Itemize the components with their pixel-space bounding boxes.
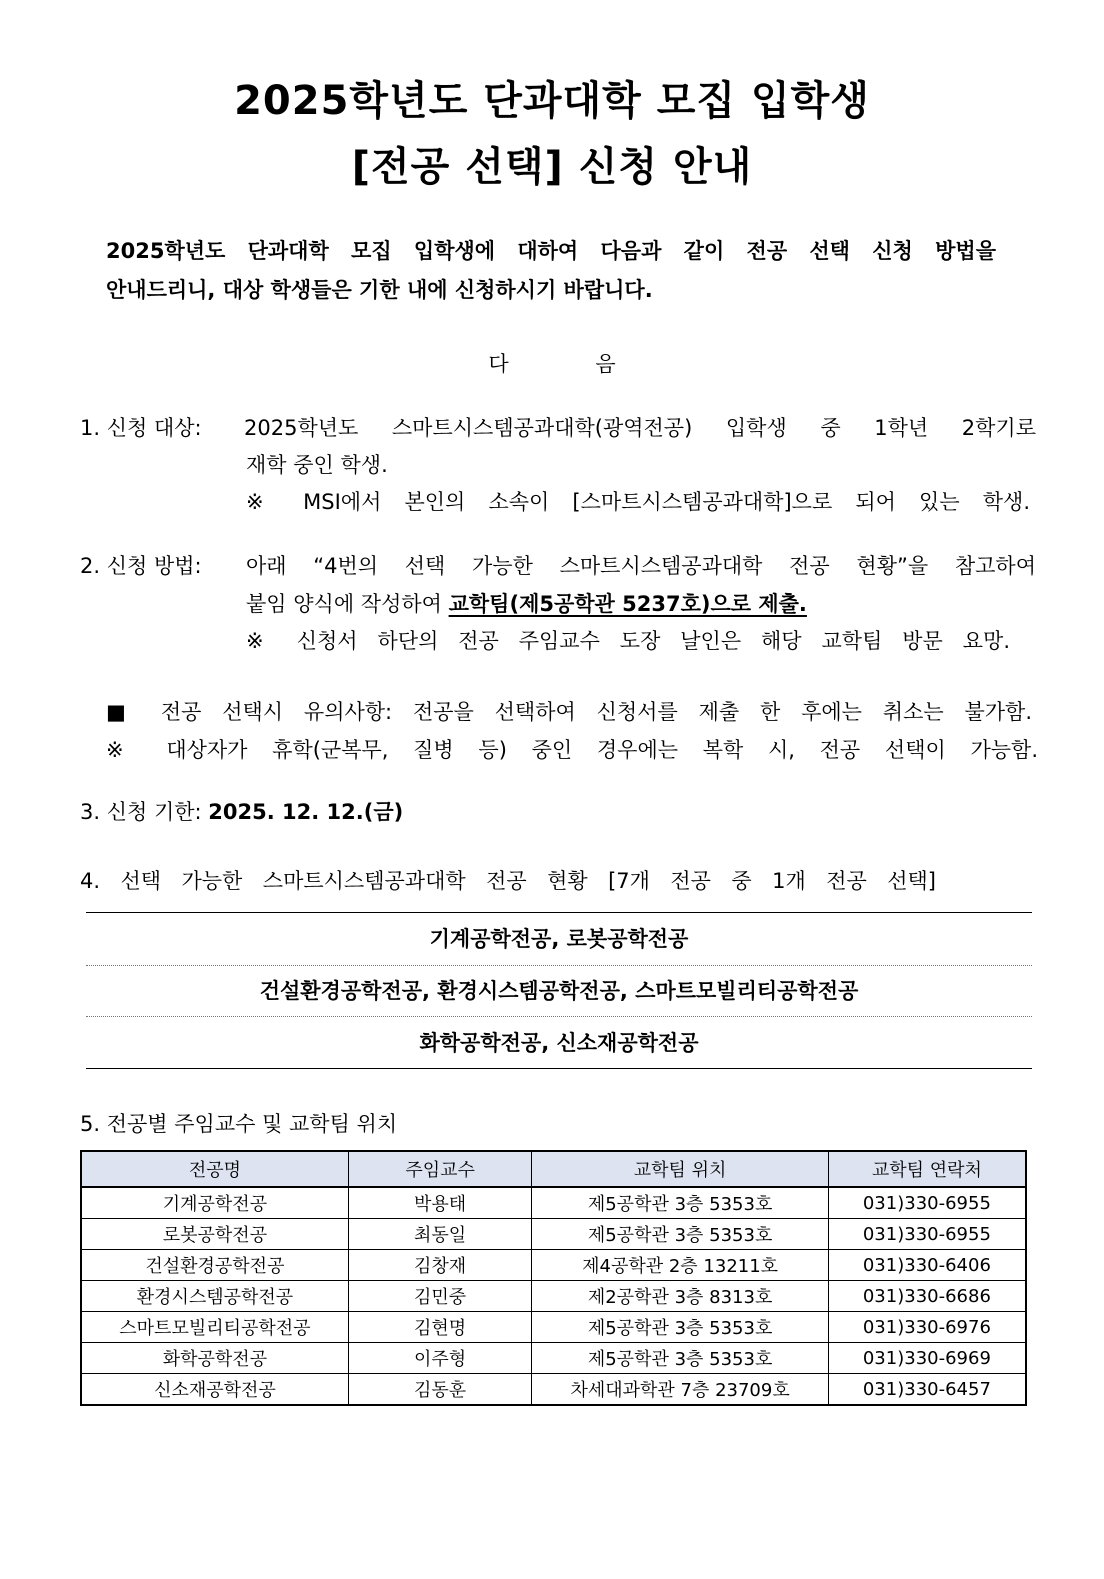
professor-cell: 김창재 <box>348 1250 532 1281</box>
header-professor: 주임교수 <box>348 1151 532 1187</box>
table-row <box>81 1281 1026 1312</box>
phone-cell: 031)330-6406 <box>828 1250 1026 1281</box>
location-cell: 제2공학관 3층 8313호 <box>532 1281 828 1312</box>
location-cell: 제5공학관 3층 5353호 <box>532 1343 828 1374</box>
major-cell: 환경시스템공학전공 <box>81 1281 348 1312</box>
center-label: 다 음 <box>488 352 656 376</box>
section1-label: 1. 신청 대상: <box>80 416 202 440</box>
table-header-row <box>81 1151 1026 1187</box>
caution-line2: ※ 대상자가 휴학(군복무, 질병 등) 중인 경우에는 복학 시, 전공 선택이 가능함. <box>106 738 1038 762</box>
section3-label: 3. 신청 기한: <box>80 800 209 824</box>
section2-line1: 아래 “4번의 선택 가능한 스마트시스템공과대학 전공 현황”을 참고하여 <box>246 554 1036 578</box>
major-cell: 스마트모빌리티공학전공 <box>81 1312 348 1343</box>
table-row <box>81 1312 1026 1343</box>
table-row <box>81 1374 1026 1406</box>
section2-note: ※ 신청서 하단의 전공 주임교수 도장 날인은 해당 교학팀 방문 요망. <box>246 629 1010 653</box>
professor-cell: 최동일 <box>348 1219 532 1250</box>
major-group-row: 화학공학전공, 신소재공학전공 <box>419 1031 699 1055</box>
caution-line1: ■ 전공 선택시 유의사항: 전공을 선택하여 신청서를 제출 한 후에는 취소는 불가함. <box>106 700 1032 724</box>
section3-deadline: 2025. 12. 12.(금) <box>208 800 404 824</box>
major-group-row: 기계공학전공, 로봇공학전공 <box>429 927 689 951</box>
professor-cell: 이주형 <box>348 1343 532 1374</box>
professor-cell: 김동훈 <box>348 1374 532 1406</box>
location-cell: 제5공학관 3층 5353호 <box>532 1312 828 1343</box>
header-office-location: 교학팀 위치 <box>532 1151 828 1187</box>
page-title-line2: [전공 선택] 신청 안내 <box>351 144 753 190</box>
section2-line2-prefix: 붙임 양식에 작성하여 <box>246 592 449 616</box>
major-cell: 로봇공학전공 <box>81 1219 348 1250</box>
section1-note: ※ MSI에서 본인의 소속이 [스마트시스템공과대학]으로 되어 있는 학생. <box>246 490 1030 514</box>
professor-table <box>80 1150 1027 1406</box>
table-row <box>81 1343 1026 1374</box>
phone-cell: 031)330-6955 <box>828 1219 1026 1250</box>
phone-cell: 031)330-6976 <box>828 1312 1026 1343</box>
major-cell: 화학공학전공 <box>81 1343 348 1374</box>
phone-cell: 031)330-6457 <box>828 1374 1026 1406</box>
phone-cell: 031)330-6686 <box>828 1281 1026 1312</box>
major-cell: 신소재공학전공 <box>81 1374 348 1406</box>
major-cell: 기계공학전공 <box>81 1187 348 1219</box>
header-major: 전공명 <box>81 1151 348 1187</box>
divider <box>86 1068 1032 1069</box>
section2-submit-location: 교학팀(제5공학관 5237호)으로 제출. <box>448 592 807 616</box>
location-cell: 제5공학관 3층 5353호 <box>532 1219 828 1250</box>
location-cell: 차세대과학관 7층 23709호 <box>532 1374 828 1406</box>
location-cell: 제5공학관 3층 5353호 <box>532 1187 828 1219</box>
section4-label: 4. 선택 가능한 스마트시스템공과대학 전공 현황 [7개 전공 중 1개 전공 선택] <box>80 869 936 893</box>
table-row <box>81 1250 1026 1281</box>
section1-line1: 2025학년도 스마트시스템공과대학(광역전공) 입학생 중 1학년 2학기로 <box>244 416 1036 440</box>
section1-line2: 재학 중인 학생. <box>246 453 388 477</box>
page-title-line1: 2025학년도 단과대학 모집 입학생 <box>234 78 870 124</box>
table-row <box>81 1219 1026 1250</box>
location-cell: 제4공학관 2층 13211호 <box>532 1250 828 1281</box>
section2-line2 <box>246 586 807 622</box>
professor-cell: 김현명 <box>348 1312 532 1343</box>
major-group-row: 건설환경공학전공, 환경시스템공학전공, 스마트모빌리티공학전공 <box>259 979 859 1003</box>
section3 <box>80 794 403 830</box>
professor-cell: 박용태 <box>348 1187 532 1219</box>
table-row <box>81 1187 1026 1219</box>
intro-line2: 안내드리니, 대상 학생들은 기한 내에 신청하시기 바랍니다. <box>106 278 653 302</box>
section2-label: 2. 신청 방법: <box>80 554 202 578</box>
header-office-phone: 교학팀 연락처 <box>828 1151 1026 1187</box>
phone-cell: 031)330-6969 <box>828 1343 1026 1374</box>
professor-cell: 김민중 <box>348 1281 532 1312</box>
intro-line1: 2025학년도 단과대학 모집 입학생에 대하여 다음과 같이 전공 선택 신청 방법을 <box>106 239 996 263</box>
section5-label: 5. 전공별 주임교수 및 교학팀 위치 <box>80 1112 398 1136</box>
major-cell: 건설환경공학전공 <box>81 1250 348 1281</box>
phone-cell: 031)330-6955 <box>828 1187 1026 1219</box>
